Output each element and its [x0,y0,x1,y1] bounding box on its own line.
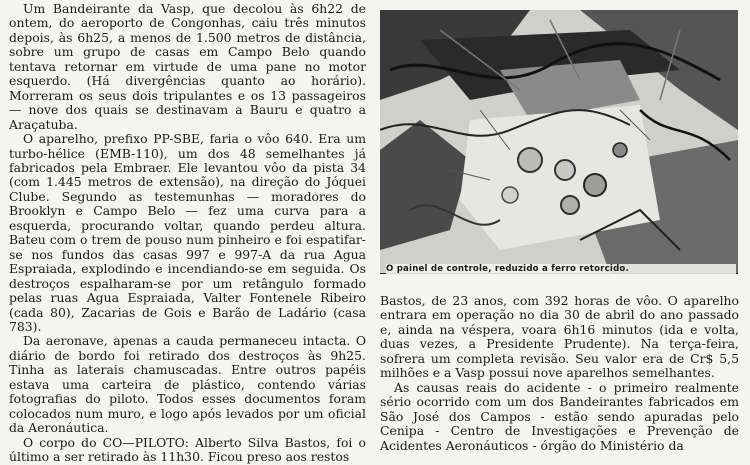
left-column [9,2,366,465]
wreckage-photo-image [380,10,738,273]
paragraph-intro: Um Bandeirante da Vasp, que decolou às 6h22 de ontem, do aeroporto de Congonhas, caiu três minutos depois, às 6h25, a menos de 1.500 metros de distância, sobre um grupo de casas em Campo Belo quando tentava retornar em virtude de uma pane no motor esquerdo. (Há divergências quanto ao horário). Morreram os seus dois tripulantes e os 13 passageiros — nove dos quais se destinavam a Bauru e quatro a Araçatuba. [9,1,366,132]
photo-caption: O painel de controle, reduzido a ferro retorcido. [386,264,736,274]
paragraph-wreckage: Da aeronave, apenas a cauda permaneceu intacta. O diário de bordo foi retirado dos destroços às 9h25. Tinha as laterais chamuscadas. Entre outros papéis estava uma carteira de plástico, contendo várias fotografias do piloto. Todos esses documentos foram colocados num muro, e logo após levados por um oficial da Aeronáutica. [9,333,366,436]
right-column [380,294,739,453]
paragraph-aircraft: O aparelho, prefixo PP-SBE, faria o vôo 640. Era um turbo-hélice (EMB-110), um dos 48 semelhantes já fabricados pela Embraer. Ele levantou vôo da pista 34 (com 1.445 metros de extensão), na direção do Jóquei Clube. Segundo as testemunhas — moradores do Brooklyn e Campo Belo — fez uma curva para a esquerda, procurando voltar, quando perdeu altura. Bateu com o trem de pouso num pinheiro e foi espatifar-se nos fundos das casas 997 e 997-A da rua Agua Espraiada, explodindo e incendiando-se em seguida. Os destroços espalharam-se por um retângulo formado pelas ruas Agua Espraiada, Valter Fontenele Ribeiro (cada 80), Zacarias de Gois e Barão de Ladário (casa 783). [9,131,366,334]
paragraph-causes: As causas reais do acidente - o primeiro realmente sério ocorrido com um dos Bandeirantes fabricados em São José dos Campos - estão sendo apuradas pelo Cenipa - Centro de Investigações e Prevenção de Acidentes Aeronáuticos - órgão do Ministério da [380,379,739,453]
wreckage-photo [380,10,738,274]
paragraph-pilot-details: Bastos, de 23 anos, com 392 horas de vôo. O aparelho entrara em operação no dia 30 de abril do ano passado e, ainda na véspera, voara 6h16 minutos (ida e volta, duas vezes, a Presidente Prudente). Na terça-feira, sofrera um completa revisão. Seu valor era de Cr$ 5,5 milhões e a Vasp possui nove aparelhos semelhantes. [380,293,739,381]
paragraph-copilot: O corpo do CO—PILOTO: Alberto Silva Bastos, foi o último a ser retirado às 11h30. Ficou preso aos restos [9,434,366,465]
